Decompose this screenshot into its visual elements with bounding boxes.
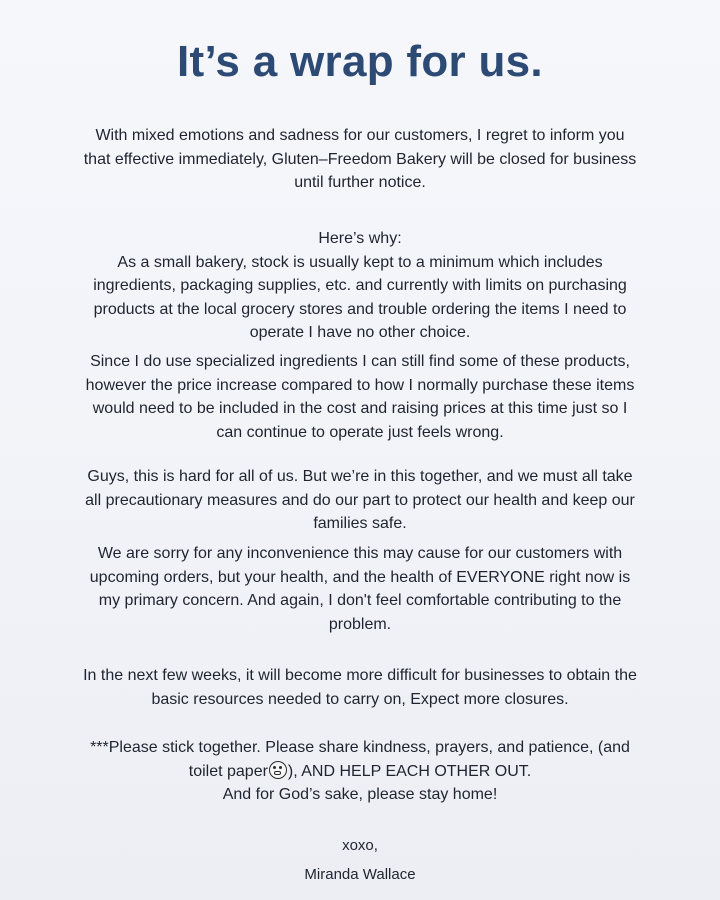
text-line: problem. — [328, 615, 392, 633]
text-line: And for God’s sake, please stay home! — [222, 786, 498, 803]
page-title: It’s a wrap for us. — [177, 37, 543, 86]
text-line: can continue to operate just feels wrong. — [216, 423, 504, 441]
text-line: In the next few weeks, it will become more difficult for businesses to obtain the — [83, 667, 637, 684]
paragraph-closure-notice — [40, 124, 680, 195]
text-fragment: toilet paper — [188, 762, 268, 780]
text-line: would need to be included in the cost and raising prices at this time just so I — [92, 400, 628, 417]
text-fragment: ), AND HELP EACH OTHER OUT. — [287, 762, 532, 780]
signoff: xoxo, — [342, 837, 378, 854]
text-line: We are sorry for any inconvenience this may cause for our customers with — [97, 545, 623, 562]
text-line: upcoming orders, but your health, and the health of EVERYONE right now is — [89, 568, 631, 586]
text-line: Since I do use specialized ingredients I can still find some of these products, — [90, 353, 630, 370]
text-line: families safe. — [313, 515, 407, 532]
grimacing-face-icon — [269, 761, 287, 779]
text-line — [40, 760, 680, 784]
text-line: operate I have no other choice. — [249, 324, 471, 341]
text-line: Here’s why: — [318, 230, 402, 247]
signature: Miranda Wallace — [304, 866, 416, 883]
text-line: basic resources needed to carry on, Expect more closures. — [151, 690, 569, 708]
text-line: all precautionary measures and do our part to protect our health and keep our — [85, 491, 635, 509]
paragraph-ingredients — [40, 350, 680, 444]
paragraph-apology — [40, 542, 680, 636]
text-line: Guys, this is hard for all of us. But we’re in this together, and we must all take — [87, 468, 633, 485]
text-line: until further notice. — [294, 174, 426, 191]
text-line: With mixed emotions and sadness for our customers, I regret to inform you — [95, 127, 625, 144]
text-line: ***Please stick together. Please share kindness, prayers, and patience, (and — [90, 739, 630, 756]
text-line: ingredients, packaging supplies, etc. and currently with limits on purchasing — [93, 277, 627, 294]
paragraph-closures — [40, 664, 680, 711]
text-line: that effective immediately, Gluten–Freedom Bakery will be closed for business — [83, 150, 637, 168]
paragraph-reason — [40, 227, 680, 345]
text-line: however the price increase compared to how I normally purchase these items — [85, 376, 635, 394]
text-line: products at the local grocery stores and trouble ordering the items I need to — [93, 300, 627, 318]
paragraph-together — [40, 465, 680, 536]
paragraph-stick-together — [40, 736, 680, 807]
text-line: As a small bakery, stock is usually kept to a minimum which includes — [117, 253, 603, 271]
text-line: my primary concern. And again, I don't feel comfortable contributing to the — [98, 592, 622, 609]
